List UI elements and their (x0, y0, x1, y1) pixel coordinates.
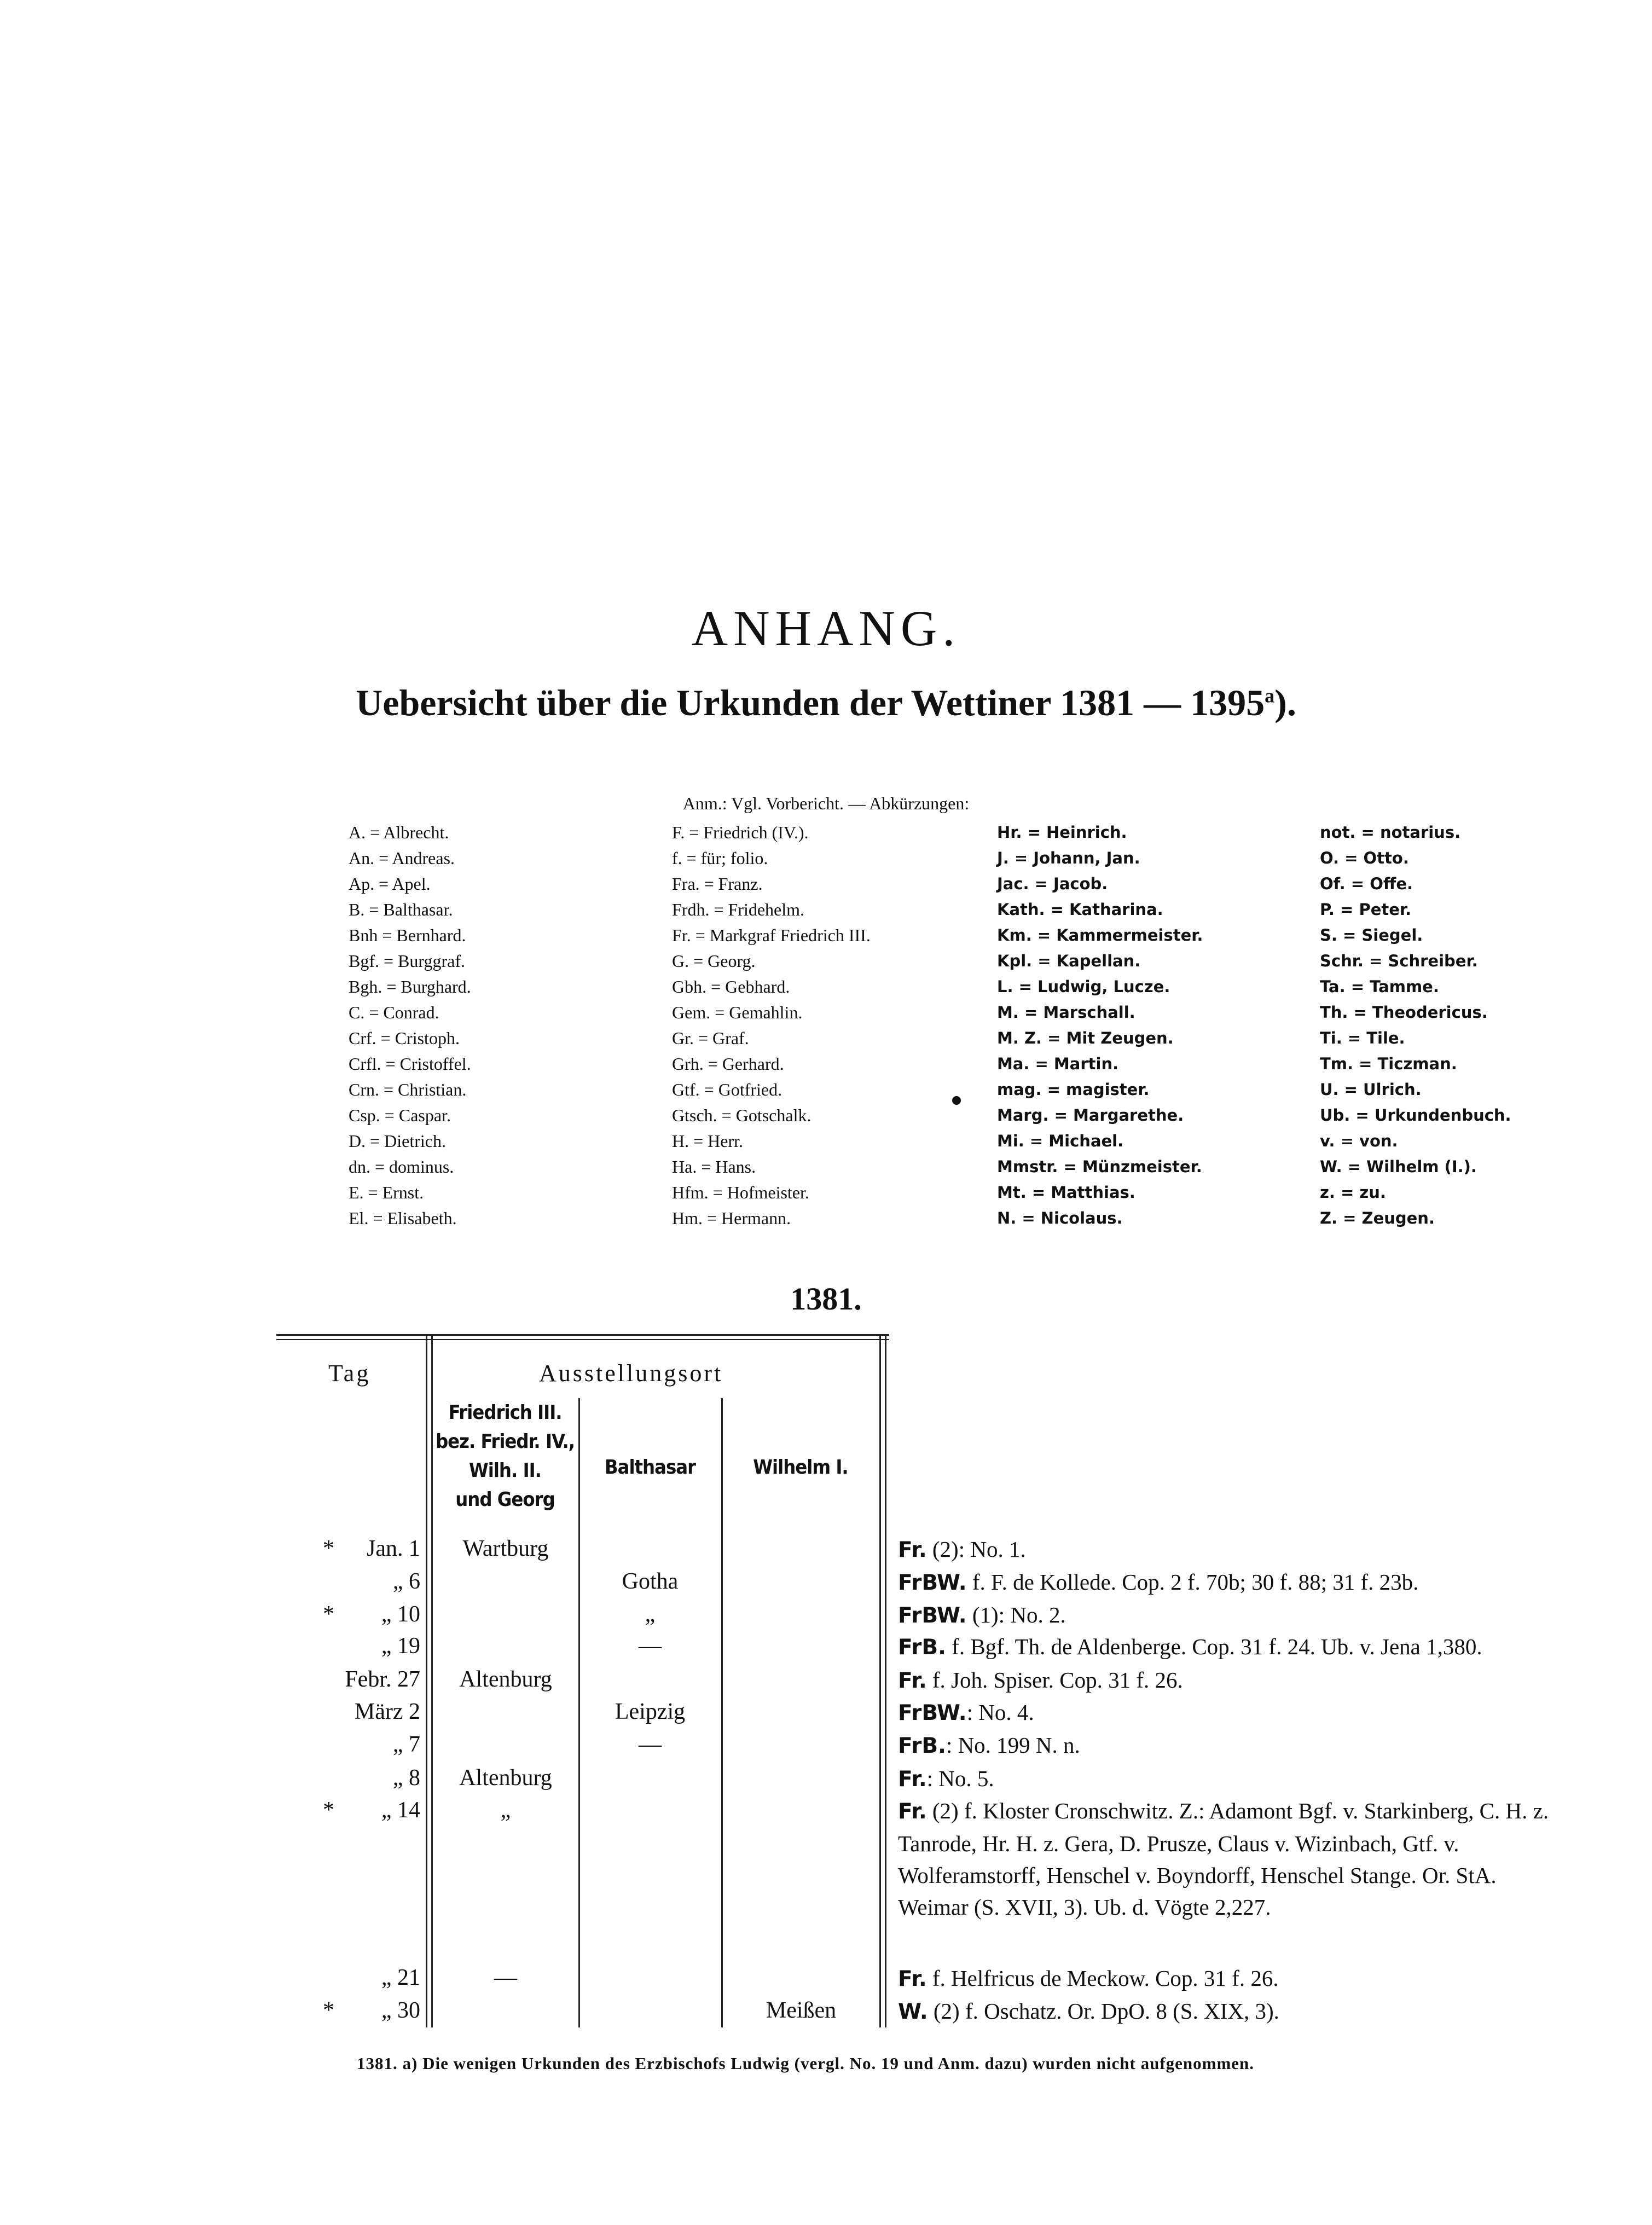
row-recipient-code: Fr. (898, 1767, 927, 1792)
row-reference-text: f. F. de Kollede. Cop. 2 f. 70b; 30 f. 88; 31 f. 23b. (966, 1569, 1419, 1595)
abbreviations-column-3 (997, 820, 1203, 1231)
abbreviation-entry: El. = Elisabeth. (349, 1208, 457, 1228)
abbreviation-entry: dn. = dominus. (349, 1157, 454, 1177)
column-header-wilhelm: Wilhelm I. (753, 1456, 848, 1479)
abbreviation-entry: Hm. = Hermann. (672, 1208, 791, 1228)
row-reference (898, 1995, 1571, 2028)
column-header-tag: Tag (328, 1360, 371, 1387)
abbreviation-entry: G. = Georg. (672, 951, 756, 971)
abbreviation-entry: W. = Wilhelm (I.). (1320, 1157, 1477, 1176)
row-place-friedrich: — (494, 1965, 517, 1990)
row-place-balthasar: Leipzig (615, 1699, 686, 1724)
row-place-friedrich: Altenburg (459, 1765, 552, 1791)
page-title: ANHANG. (691, 600, 961, 656)
ink-dot (952, 1096, 961, 1105)
abbreviation-entry: Ma. = Martin. (997, 1054, 1119, 1073)
abbreviation-entry: Tm. = Ticzman. (1320, 1054, 1457, 1073)
row-reference-text: f. Bgf. Th. de Aldenberge. Cop. 31 f. 24. Ub. v. Jena 1,380. (946, 1634, 1482, 1659)
abbreviation-entry: Gtf. = Gotfried. (672, 1080, 782, 1099)
row-reference (898, 1962, 1571, 1995)
abbreviation-entry: Ta. = Tamme. (1320, 977, 1439, 996)
row-recipient-code: W. (898, 2000, 928, 2024)
abbreviation-entry: Kath. = Katharina. (997, 900, 1163, 919)
abbreviation-entry: Hr. = Heinrich. (997, 823, 1127, 842)
abbreviation-entry: M. = Marschall. (997, 1003, 1135, 1022)
row-place-friedrich: „ (500, 1798, 511, 1823)
abbreviation-entry: Bgh. = Burghard. (349, 977, 471, 996)
row-reference (898, 1763, 1571, 1795)
row-date: „ 10 (381, 1602, 420, 1627)
abbreviation-entry: Crfl. = Cristoffel. (349, 1054, 471, 1074)
subtitle-footnote-mark: a (1265, 685, 1275, 707)
row-reference-text: (2) f. Oschatz. Or. DpO. 8 (S. XIX, 3). (928, 1998, 1279, 2024)
table-top-rule (276, 1334, 889, 1336)
abbreviation-entry: Csp. = Caspar. (349, 1105, 451, 1125)
row-reference (898, 1566, 1571, 1599)
abbreviation-entry: Marg. = Margarethe. (997, 1106, 1184, 1125)
abbreviation-entry: z. = zu. (1320, 1183, 1386, 1202)
abbreviation-entry: D. = Dietrich. (349, 1131, 446, 1151)
abbreviation-entry: Z. = Zeugen. (1320, 1209, 1435, 1227)
row-reference (898, 1664, 1571, 1697)
row-place-friedrich: Wartburg (462, 1536, 549, 1561)
row-place-balthasar: — (639, 1732, 662, 1757)
abbreviation-entry: Ti. = Tile. (1320, 1029, 1405, 1047)
row-reference-text: f. Joh. Spiser. Cop. 31 f. 26. (926, 1667, 1183, 1693)
abbreviation-entry: Crn. = Christian. (349, 1080, 467, 1099)
abbreviation-entry: P. = Peter. (1320, 900, 1412, 919)
abbreviation-entry: M. Z. = Mit Zeugen. (997, 1029, 1174, 1047)
abbreviation-entry: Gr. = Graf. (672, 1028, 749, 1048)
table-divider-b (721, 1398, 723, 2027)
abbreviation-entry: Fra. = Franz. (672, 874, 763, 894)
row-reference (898, 1631, 1571, 1664)
row-reference (898, 1795, 1571, 1923)
footnote: 1381. a) Die wenigen Urkunden des Erzbischofs Ludwig (vergl. No. 19 und Anm. dazu) wurden nicht aufgenommen. (357, 2054, 1255, 2073)
abbreviation-entry: L. = Ludwig, Lucze. (997, 977, 1170, 996)
row-recipient-code: FrBW. (898, 1603, 967, 1628)
row-star-marker: * (323, 1536, 334, 1561)
row-recipient-code: Fr. (898, 1799, 927, 1824)
abbreviation-entry: A. = Albrecht. (349, 822, 449, 842)
column-header-friedrich (432, 1398, 578, 1514)
table-top-rule-inner (276, 1339, 889, 1340)
row-reference (898, 1533, 1571, 1566)
abbreviation-entry: An. = Andreas. (349, 848, 455, 868)
abbreviation-entry: Crf. = Cristoph. (349, 1028, 460, 1048)
abbreviation-entry: B. = Balthasar. (349, 900, 453, 919)
abbreviation-entry: Bnh = Bernhard. (349, 925, 466, 945)
row-reference-text: (2) f. Kloster Cronschwitz. Z.: Adamont Bgf. v. Starkinberg, C. H. z. Tanrode, Hr. H. z. Gera, D. Prusze, Claus v. Wizinbach, Gtf. v. Wolferamstorff, Henschel v. Boyndorff, Henschel Stange. Or. StA. Weimar (S. XVII, 3). Ub. d. Vögte 2,227. (898, 1798, 1549, 1920)
row-date: Jan. 1 (367, 1536, 420, 1561)
row-reference-text: : No. 199 N. n. (946, 1733, 1080, 1758)
row-reference (898, 1696, 1571, 1729)
abbreviation-entry: Bgf. = Burggraf. (349, 951, 465, 971)
abbreviation-entry: E. = Ernst. (349, 1183, 424, 1202)
row-place-wilhelm: Meißen (766, 1998, 837, 2023)
row-star-marker: * (323, 1798, 334, 1823)
row-place-balthasar: Gotha (622, 1569, 679, 1594)
abbreviation-entry: Th. = Theodericus. (1320, 1003, 1488, 1022)
row-date: „ 14 (381, 1798, 420, 1823)
subtitle-text: Uebersicht über die Urkunden der Wettiner 1381 — 1395 (356, 682, 1265, 723)
row-recipient-code: FrB. (898, 1635, 946, 1660)
abbreviation-entry: Mi. = Michael. (997, 1132, 1124, 1150)
abbreviation-entry: Of. = Offe. (1320, 874, 1413, 893)
row-date: „ 30 (381, 1998, 420, 2023)
abbreviation-entry: O. = Otto. (1320, 849, 1409, 867)
abbreviation-entry: Kpl. = Kapellan. (997, 952, 1141, 970)
row-date: „ 19 (381, 1633, 420, 1659)
page-subtitle (0, 681, 1652, 725)
row-reference-text: (1): No. 2. (966, 1602, 1066, 1627)
row-recipient-code: Fr. (898, 1538, 927, 1562)
abbreviation-entry: C. = Conrad. (349, 1003, 439, 1022)
row-place-friedrich: Altenburg (459, 1667, 552, 1692)
abbreviations-column-4 (1320, 820, 1511, 1231)
abbreviation-entry: Schr. = Schreiber. (1320, 952, 1478, 970)
row-reference (898, 1729, 1571, 1762)
row-star-marker: * (323, 1998, 334, 2023)
abbreviation-entry: N. = Nicolaus. (997, 1209, 1123, 1227)
header-line: Wilh. II. (469, 1459, 541, 1482)
row-reference-text: : No. 4. (966, 1700, 1034, 1725)
abbreviation-entry: Mt. = Matthias. (997, 1183, 1135, 1202)
row-reference-text: : No. 5. (926, 1766, 994, 1791)
table-divider-notes-inner (885, 1335, 886, 2027)
row-place-balthasar: „ (645, 1602, 656, 1627)
abbreviation-entry: F. = Friedrich (IV.). (672, 822, 809, 842)
abbreviation-entry: not. = notarius. (1320, 823, 1461, 842)
abbreviation-entry: mag. = magister. (997, 1080, 1150, 1099)
table-divider-tag (426, 1335, 427, 2027)
row-date: „ 7 (392, 1732, 420, 1757)
abbreviation-entry: Grh. = Gerhard. (672, 1054, 784, 1074)
year-heading: 1381. (790, 1281, 862, 1317)
row-reference (898, 1599, 1571, 1632)
row-date: „ 8 (392, 1765, 420, 1791)
abbreviation-entry: U. = Ulrich. (1320, 1080, 1422, 1099)
abbreviation-entry: Frdh. = Fridehelm. (672, 900, 805, 919)
abbreviation-entry: Km. = Kammermeister. (997, 926, 1203, 945)
abbreviations-column-1 (349, 820, 471, 1231)
abbreviation-entry: Ub. = Urkundenbuch. (1320, 1106, 1511, 1125)
header-line: Friedrich III. (448, 1401, 562, 1424)
header-line: und Georg (455, 1488, 555, 1511)
row-recipient-code: Fr. (898, 1668, 927, 1693)
abbreviation-entry: Jac. = Jacob. (997, 874, 1108, 893)
row-date: „ 21 (381, 1965, 420, 1990)
row-date: „ 6 (392, 1569, 420, 1594)
row-recipient-code: FrBW. (898, 1701, 967, 1725)
abbreviation-entry: v. = von. (1320, 1132, 1398, 1150)
subtitle-tail: ). (1274, 682, 1296, 723)
abbreviation-entry: Hfm. = Hofmeister. (672, 1183, 809, 1202)
abbreviations-intro: Anm.: Vgl. Vorbericht. — Abkürzungen: (682, 793, 970, 813)
abbreviation-entry: S. = Siegel. (1320, 926, 1423, 945)
abbreviation-entry: Gem. = Gemahlin. (672, 1003, 803, 1022)
abbreviation-entry: Ha. = Hans. (672, 1157, 756, 1177)
column-header-balthasar: Balthasar (604, 1456, 696, 1479)
row-reference-text: (2): No. 1. (926, 1537, 1026, 1562)
abbreviation-entry: Fr. = Markgraf Friedrich III. (672, 925, 871, 945)
abbreviation-entry: Mmstr. = Münzmeister. (997, 1157, 1202, 1176)
row-date: März 2 (354, 1699, 420, 1724)
row-star-marker: * (323, 1602, 334, 1627)
abbreviation-entry: Gbh. = Gebhard. (672, 977, 790, 996)
row-recipient-code: FrB. (898, 1734, 946, 1758)
abbreviation-entry: f. = für; folio. (672, 848, 768, 868)
abbreviation-entry: J. = Johann, Jan. (997, 849, 1140, 867)
row-recipient-code: FrBW. (898, 1571, 967, 1595)
abbreviation-entry: Gtsch. = Gotschalk. (672, 1105, 811, 1125)
table-divider-notes (879, 1335, 881, 2027)
header-line: bez. Friedr. IV., (435, 1430, 575, 1453)
row-reference-text: f. Helfricus de Meckow. Cop. 31 f. 26. (926, 1966, 1279, 1991)
row-recipient-code: Fr. (898, 1967, 927, 1991)
abbreviation-entry: H. = Herr. (672, 1131, 744, 1151)
column-header-ausstellungsort: Ausstellungsort (539, 1360, 723, 1387)
abbreviations-column-2 (672, 820, 871, 1231)
row-date: Febr. 27 (345, 1667, 420, 1692)
abbreviation-entry: Ap. = Apel. (349, 874, 431, 894)
row-place-balthasar: — (639, 1633, 662, 1659)
